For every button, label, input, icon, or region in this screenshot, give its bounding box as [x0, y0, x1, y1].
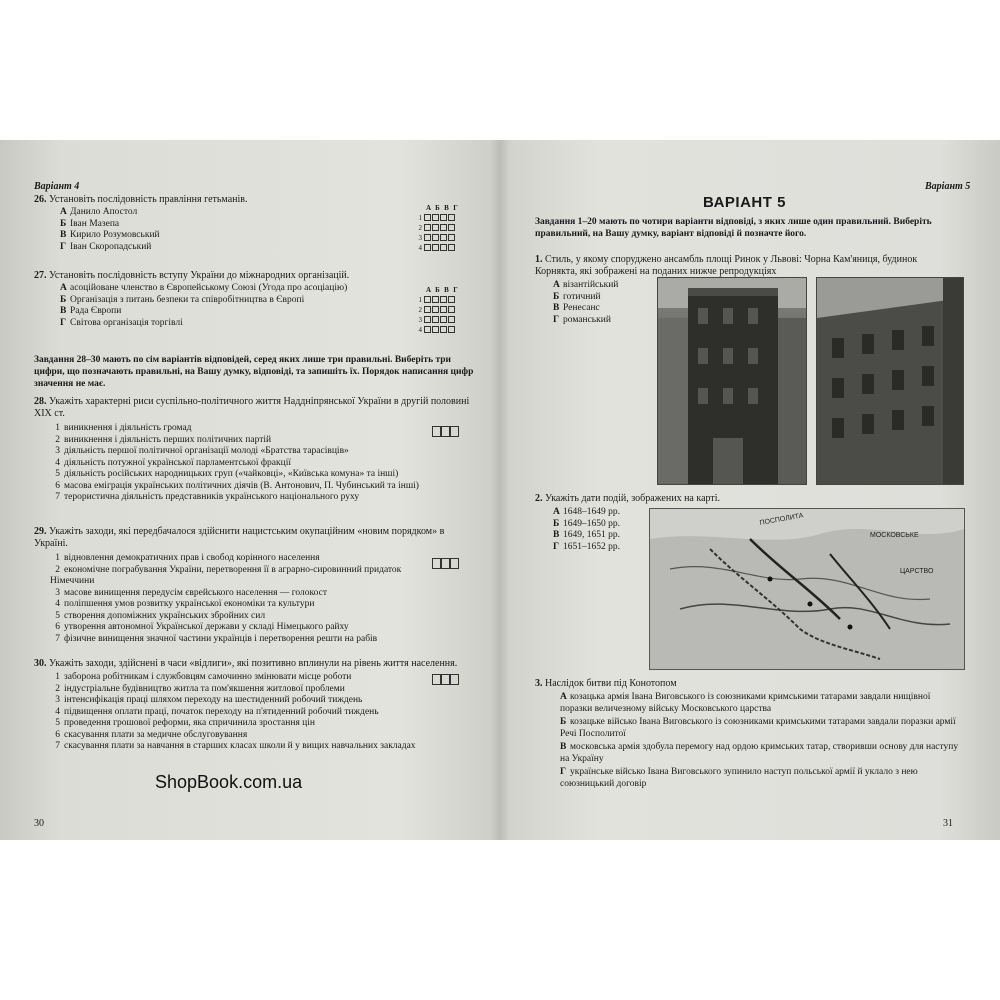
question-text: Установіть послідовність правління гетьманів. [49, 194, 248, 205]
left-page-header: Варіант 4 [34, 181, 80, 192]
option-2: 2 виникнення і діяльність перших політичних партій [55, 434, 272, 445]
option-c: В Рада Європи [60, 306, 122, 316]
grid-cell[interactable] [432, 214, 439, 221]
option-1: 1 відновлення демократичних прав і свобод корінного населення [55, 553, 320, 563]
grid-cell[interactable] [432, 296, 439, 303]
option-b: Б Організація з питань безпеки та співробітництва в Європі [60, 294, 305, 305]
grid-cell[interactable] [448, 326, 455, 333]
grid-cell[interactable] [440, 316, 447, 323]
option-2: 2 економічне пограбування України, перетворення її в аграрно-сировинний придаток Німеччини [50, 564, 402, 586]
map-label-moscow: МОСКОВСЬКЕ [870, 532, 919, 539]
q2-options [553, 507, 653, 553]
page-number-right: 31 [943, 818, 953, 829]
answer-grid-26: А Б В Г 1 2 3 4 [418, 204, 458, 252]
option-b: Б Іван Мазепа [60, 218, 120, 229]
answer-cell[interactable] [450, 674, 459, 685]
grid-cell[interactable] [424, 316, 431, 323]
left-page [0, 140, 497, 840]
grid-cell[interactable] [432, 326, 439, 333]
question-number: 26. [34, 194, 47, 205]
option-6: 6 скасування плати за медичне обслуговування [55, 729, 248, 740]
grid-cell[interactable] [424, 214, 431, 221]
question-text: Укажіть заходи, здійснені в часи «відлиги», які позитивно вплинули на рівень життя населення. [49, 658, 458, 669]
grid-cell[interactable] [424, 306, 431, 313]
grid-cell[interactable] [440, 224, 447, 231]
question-number: 3. [535, 678, 543, 689]
question-number: 28. [34, 396, 47, 407]
instruction-1-20: Завдання 1–20 мають по чотири варіанти відповіді, з яких лише один правильний. Виберіть правильний, на Вашу думку, варіант відповіді й позначте його. [535, 217, 932, 239]
question-number: 30. [34, 658, 47, 669]
question-text: Укажіть заходи, які передбачалося здійснити нацистським окупаційним «новим порядком» в Україні. [34, 526, 445, 549]
question-2 [535, 493, 955, 505]
answer-boxes-28 [432, 426, 459, 437]
q3-options [560, 692, 960, 790]
option-6: 6 утворення автономної Української держави у складі Німецького райху [55, 622, 349, 632]
option-4: 4 підвищення оплати праці, початок переходу на п'ятиденний робочий тиждень [55, 706, 379, 717]
grid-cell[interactable] [432, 306, 439, 313]
option-c: В 1649, 1651 рр. [553, 530, 620, 540]
option-a: А асоційоване членство в Європейському Союзі (Угода про асоціацію) [60, 283, 348, 293]
option-4: 4 поліпшення умов розвитку української економіки та культури [55, 599, 315, 609]
answer-cell[interactable] [441, 674, 450, 685]
answer-cell[interactable] [450, 426, 459, 437]
question-number: 29. [34, 526, 47, 537]
option-7: 7 терористична діяльність представників українського національного руху [55, 492, 360, 502]
answer-boxes-29 [432, 558, 459, 569]
question-number: 2. [535, 493, 543, 504]
answer-cell[interactable] [432, 674, 441, 685]
option-3: 3 діяльність першої політичної організації молоді «Братства тарасівців» [55, 446, 349, 456]
answer-cell[interactable] [441, 426, 450, 437]
q28-options [50, 423, 450, 504]
grid-cell[interactable] [424, 244, 431, 251]
option-7: 7 фізичне винищення значної частини українців і перетворення решти на рабів [55, 633, 378, 644]
grid-cell[interactable] [424, 234, 431, 241]
grid-cell[interactable] [448, 306, 455, 313]
question-29 [34, 526, 474, 550]
question-26 [34, 194, 454, 206]
answer-cell[interactable] [441, 558, 450, 569]
grid-cell[interactable] [432, 224, 439, 231]
instruction-28-30: Завдання 28–30 мають по сім варіантів відповідей, серед яких лише три правильні. Виберіть три цифри, що позначають правильні, на Вашу думку, відповіді, та запишіть їх. Порядок написання цифр значення не має. [34, 355, 474, 389]
question-text: Стиль, у якому споруджено ансамбль площі Ринок у Львові: Чорна Кам'яниця, будинок Корнякта, які зображені на поданих нижче репродукціях [535, 254, 918, 277]
grid-cell[interactable] [448, 296, 455, 303]
grid-cell[interactable] [448, 224, 455, 231]
q27-options [60, 283, 405, 329]
option-5: 5 створення допоміжних українських збройних сил [55, 610, 266, 621]
option-5: 5 діяльність російських народницьких груп («чайковці», «Київська комуна» та інші) [55, 469, 399, 479]
grid-cell[interactable] [432, 316, 439, 323]
option-d: Г Іван Скоропадський [60, 241, 152, 252]
answer-boxes-30 [432, 674, 459, 685]
korniakt-house-photo [816, 277, 964, 485]
question-3 [535, 678, 955, 690]
grid-cell[interactable] [424, 296, 431, 303]
option-c: В московська армія здобула перемогу над ордою кримських татар, створивши основу для наступу на Україну [560, 742, 959, 764]
historical-map [649, 508, 965, 670]
question-30 [34, 658, 474, 670]
question-number: 1. [535, 254, 543, 265]
right-page [503, 140, 1000, 840]
grid-cell[interactable] [448, 214, 455, 221]
option-1: 1 заборона робітникам і службовцям самочинно змінювати місце роботи [55, 672, 352, 682]
grid-cell[interactable] [448, 316, 455, 323]
black-kamianytsia-photo [657, 277, 807, 485]
option-3: 3 масове винищення передусім єврейського населення — голокост [55, 587, 327, 598]
map-label-rzecz: ПОСПОЛИТА [759, 512, 804, 527]
option-d: Г українське військо Івана Виговського зупинило наступ польської армії й уклало з нею союзницький договір [560, 767, 918, 789]
q29-options [50, 553, 430, 645]
grid-cell[interactable] [440, 326, 447, 333]
q30-options [50, 672, 430, 753]
map-label-tsarstvo: ЦАРСТВО [900, 568, 934, 575]
question-text: Укажіть характерні риси суспільно-політичного життя Наддніпрянської України в другій половині XIX ст. [34, 396, 470, 419]
grid-cell[interactable] [424, 326, 431, 333]
option-b: Б 1649–1650 рр. [553, 518, 620, 529]
grid-cell[interactable] [424, 224, 431, 231]
option-6: 6 масова еміграція українських політичних діячів (В. Антонович, П. Чубинський та інші) [55, 480, 419, 491]
answer-cell[interactable] [450, 558, 459, 569]
watermark: ShopBook.com.ua [155, 772, 303, 792]
grid-cell[interactable] [440, 306, 447, 313]
answer-grid-27: А Б В Г 1 2 3 4 [418, 286, 458, 334]
option-4: 4 діяльність потужної української парламентської фракції [55, 457, 291, 468]
variant-title: ВАРІАНТ 5 [703, 194, 786, 211]
answer-cell[interactable] [432, 426, 441, 437]
option-a: А Данило Апостол [60, 207, 138, 217]
grid-cell[interactable] [440, 296, 447, 303]
option-d: Г 1651–1652 рр. [553, 541, 620, 552]
question-28 [34, 396, 474, 420]
grid-cell[interactable] [440, 214, 447, 221]
page-number-left: 30 [34, 818, 44, 829]
option-a: А візантійський [553, 280, 619, 290]
right-page-header: Варіант 5 [925, 181, 971, 192]
question-number: 27. [34, 270, 47, 281]
grid-cell[interactable] [448, 244, 455, 251]
question-27 [34, 270, 474, 282]
option-1: 1 виникнення і діяльність громад [55, 423, 192, 433]
option-c: В Ренесанс [553, 303, 600, 313]
option-a: А 1648–1649 рр. [553, 507, 620, 517]
option-7: 7 скасування плати за навчання в старших класах школи й у вищих навчальних закладах [55, 741, 416, 751]
option-b: Б готичний [553, 291, 601, 302]
grid-cell[interactable] [440, 244, 447, 251]
question-text: Установіть послідовність вступу України до міжнародних організацій. [49, 270, 350, 281]
option-a: А козацька армія Івана Виговського із союзниками кримськими татарами завдали нищівної поразки величезному війську Московського царства [560, 692, 931, 714]
question-text: Укажіть дати подій, зображених на карті. [545, 493, 721, 504]
q26-options [60, 207, 400, 253]
book-spread [0, 140, 1000, 840]
answer-cell[interactable] [432, 558, 441, 569]
option-b: Б козацьке військо Івана Виговського із союзниками кримськими татарами завдали поразки армії Речі Посполитої [560, 717, 956, 739]
option-c: В Кирило Розумовський [60, 230, 160, 240]
option-d: Г Світова організація торгівлі [60, 317, 183, 328]
grid-cell[interactable] [440, 234, 447, 241]
option-5: 5 проведення грошової реформи, яка спричинила зростання цін [55, 718, 315, 728]
grid-cell[interactable] [448, 234, 455, 241]
grid-cell[interactable] [432, 234, 439, 241]
q1-options [553, 280, 663, 326]
question-text: Наслідок битви під Конотопом [545, 678, 677, 689]
option-d: Г романський [553, 314, 611, 325]
question-1 [535, 254, 955, 278]
grid-cell[interactable] [432, 244, 439, 251]
option-2: 2 індустріальне будівництво житла та пом'якшення житлової проблеми [55, 683, 345, 694]
option-3: 3 інтенсифікація праці шляхом переходу на шестиденний робочий тиждень [55, 695, 363, 705]
